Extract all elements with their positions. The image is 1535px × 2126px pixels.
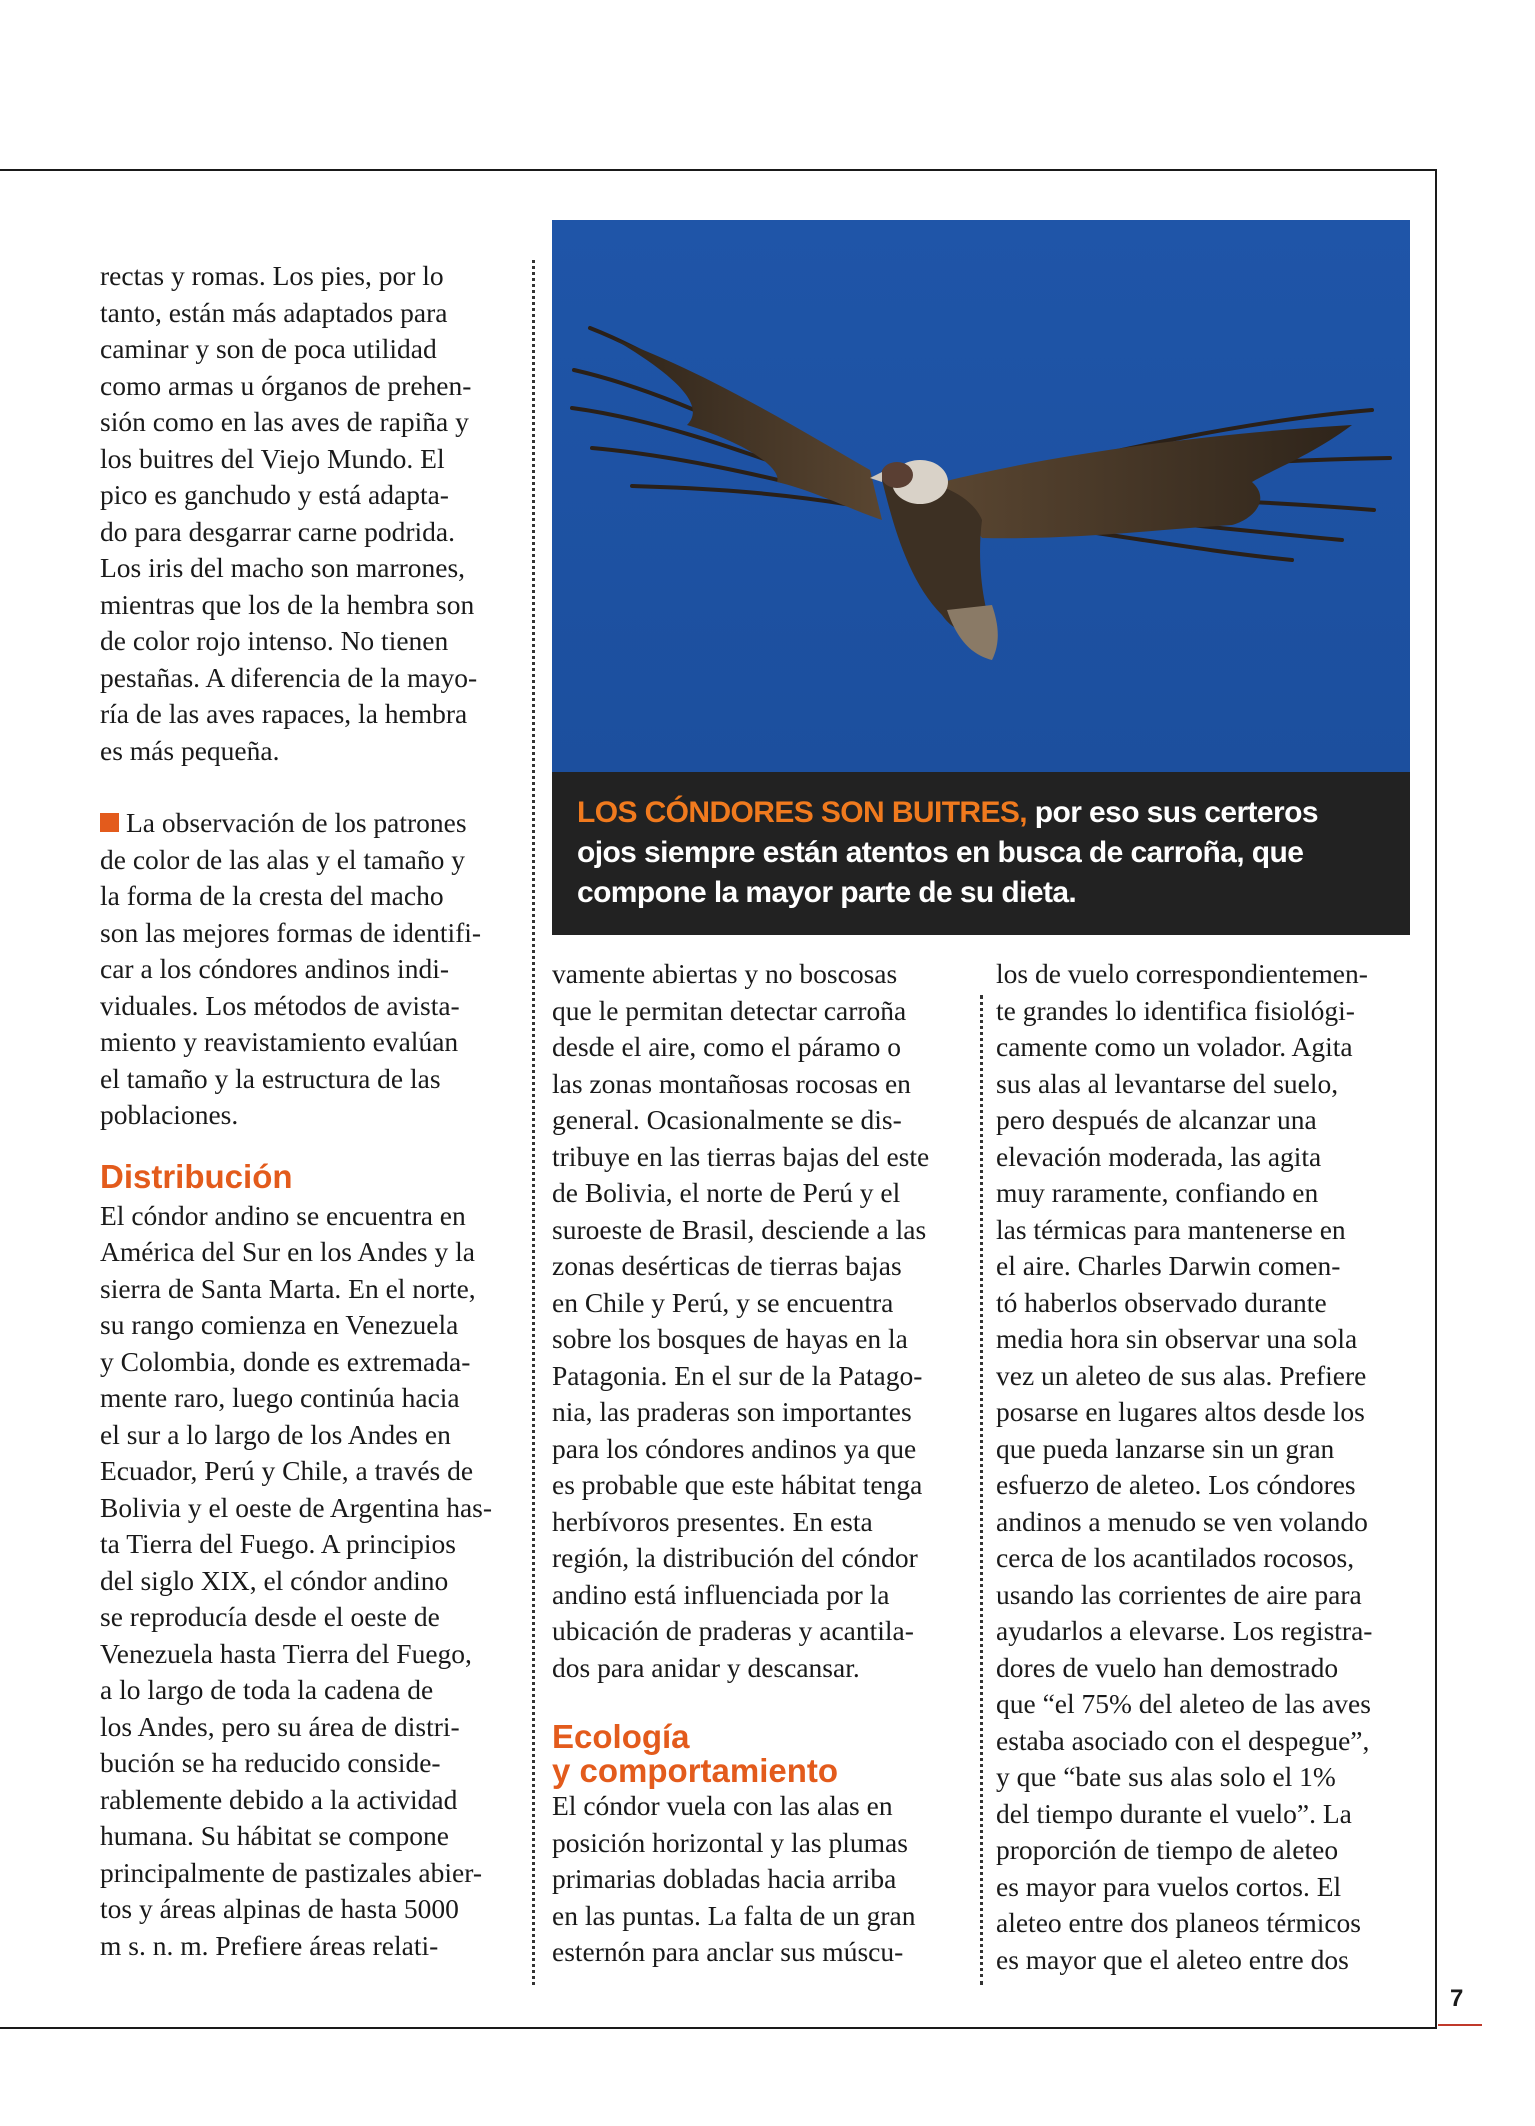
text-line: El cóndor andino se encuentra en bbox=[100, 1199, 466, 1231]
text-line: posarse en lugares altos desde los bbox=[996, 1396, 1365, 1427]
paragraph-lines bbox=[100, 842, 520, 1134]
text-line: de Bolivia, el norte de Perú y el bbox=[552, 1177, 901, 1208]
text-line: El cóndor vuela con las alas en bbox=[552, 1790, 893, 1821]
text-line: Patagonia. En el sur de la Patago- bbox=[552, 1359, 923, 1391]
text-line: media hora sin observar una sola bbox=[996, 1323, 1358, 1354]
page-frame-top bbox=[0, 169, 1437, 171]
section-bullet-icon bbox=[100, 813, 119, 832]
text-line: en las puntas. La falta de un gran bbox=[552, 1899, 916, 1931]
text-line: suroeste de Brasil, desciende a las bbox=[552, 1213, 927, 1245]
text-line: esternón para anclar sus múscu- bbox=[552, 1936, 904, 1967]
text-line: proporción de tiempo de aleteo bbox=[996, 1834, 1339, 1865]
text-line: humana. Su hábitat se compone bbox=[100, 1820, 450, 1851]
text-line: andino está influenciada por la bbox=[552, 1578, 890, 1610]
text-line: sus alas al levantarse del suelo, bbox=[996, 1067, 1339, 1099]
text-line: principalmente de pastizales abier- bbox=[100, 1856, 482, 1888]
caption-line: LOS CÓNDORES SON BUITRES, por eso sus certeros bbox=[577, 796, 1318, 829]
column-2 bbox=[552, 956, 967, 1971]
text-line: de color de las alas y el tamaño y bbox=[100, 843, 466, 875]
text-line: Ecuador, Perú y Chile, a través de bbox=[100, 1455, 474, 1486]
page-frame-bottom bbox=[0, 2027, 1437, 2029]
condor-photo bbox=[552, 220, 1410, 772]
text-line: América del Sur en los Andes y la bbox=[100, 1236, 475, 1267]
text-line: que “el 75% del aleteo de las aves bbox=[996, 1688, 1371, 1719]
paragraph-gap bbox=[100, 1134, 520, 1160]
text-line: nia, las praderas son importantes bbox=[552, 1396, 912, 1427]
text-line: vamente abiertas y no boscosas bbox=[552, 958, 898, 989]
text-line: del siglo XIX, el cóndor andino bbox=[100, 1564, 449, 1596]
text-line: los Andes, pero su área de distri- bbox=[100, 1710, 460, 1742]
text-line: son las mejores formas de identifi- bbox=[100, 916, 482, 948]
text-line: caminar y son de poca utilidad bbox=[100, 333, 437, 364]
column-1 bbox=[100, 258, 520, 1964]
text-line: viduales. Los métodos de avista- bbox=[100, 989, 460, 1021]
text-line: como armas u órganos de prehen- bbox=[100, 369, 472, 401]
text-line: primarias dobladas hacia arriba bbox=[552, 1863, 897, 1894]
text-line: sobre los bosques de hayas en la bbox=[552, 1323, 908, 1354]
text-line: a lo largo de toda la cadena de bbox=[100, 1674, 434, 1705]
text-line: aleteo entre dos planeos térmicos bbox=[996, 1907, 1362, 1938]
heading-line: y comportamiento bbox=[552, 1752, 839, 1789]
text-line: La observación de los patrones bbox=[100, 805, 520, 842]
caption-lead: LOS CÓNDORES SON BUITRES, bbox=[577, 796, 1028, 829]
text-line: rablemente debido a la actividad bbox=[100, 1783, 458, 1815]
text-line: tó haberlos observado durante bbox=[996, 1286, 1327, 1318]
text-line: es más pequeña. bbox=[100, 734, 280, 766]
text-line: es probable que este hábitat tenga bbox=[552, 1469, 923, 1500]
text-line: las térmicas para mantenerse en bbox=[996, 1213, 1346, 1245]
paragraph bbox=[996, 956, 1416, 1978]
text-line: muy raramente, confiando en bbox=[996, 1177, 1319, 1208]
condor-illustration bbox=[552, 220, 1410, 772]
text-line: bución se ha reducido conside- bbox=[100, 1747, 441, 1778]
heading-line: Ecología bbox=[552, 1718, 690, 1755]
text-line: elevación moderada, las agita bbox=[996, 1140, 1322, 1172]
text-line: ubicación de praderas y acantila- bbox=[552, 1615, 914, 1646]
text-line: Los iris del macho son marrones, bbox=[100, 552, 466, 583]
paragraph-bulleted bbox=[100, 805, 520, 1134]
text-line: ayudarlos a elevarse. Los registra- bbox=[996, 1615, 1373, 1646]
text-line: posición horizontal y las plumas bbox=[552, 1826, 908, 1858]
text-line: poblaciones. bbox=[100, 1099, 239, 1130]
column-divider bbox=[532, 260, 535, 1985]
page-frame-right bbox=[1435, 169, 1437, 2029]
text-line: mientras que los de la hembra son bbox=[100, 588, 475, 620]
paragraph bbox=[100, 1198, 520, 1965]
text-line: dos para anidar y descansar. bbox=[552, 1651, 860, 1683]
text-line: camente como un volador. Agita bbox=[996, 1031, 1353, 1062]
text-line: y Colombia, donde es extremada- bbox=[100, 1345, 471, 1377]
paragraph-gap bbox=[552, 1686, 967, 1720]
text-line: región, la distribución del cóndor bbox=[552, 1542, 918, 1573]
text-line: rectas y romas. Los pies, por lo bbox=[100, 260, 444, 291]
text-line: usando las corrientes de aire para bbox=[996, 1578, 1362, 1610]
paragraph bbox=[552, 1788, 967, 1971]
text-line: los de vuelo correspondientemen- bbox=[996, 958, 1368, 989]
text-line: pero después de alcanzar una bbox=[996, 1104, 1317, 1135]
text-line: el sur a lo largo de los Andes en bbox=[100, 1418, 451, 1450]
text-line: te grandes lo identifica fisiológi- bbox=[996, 994, 1355, 1026]
text-line: el tamaño y la estructura de las bbox=[100, 1062, 441, 1094]
text-line: que pueda lanzarse sin un gran bbox=[996, 1432, 1335, 1464]
text-line: andinos a menudo se ven volando bbox=[996, 1505, 1368, 1537]
text-line: vez un aleteo de sus alas. Prefiere bbox=[996, 1359, 1367, 1391]
text-line: Bolivia y el oeste de Argentina has- bbox=[100, 1491, 493, 1523]
text-line: desde el aire, como el páramo o bbox=[552, 1031, 901, 1062]
text-line: la forma de la cresta del macho bbox=[100, 880, 444, 911]
photo-caption bbox=[552, 772, 1410, 935]
text-line: se reproducía desde el oeste de bbox=[100, 1601, 440, 1632]
text-line: tribuye en las tierras bajas del este bbox=[552, 1140, 930, 1172]
text-line: es mayor que el aleteo entre dos bbox=[996, 1943, 1349, 1975]
text-line: do para desgarrar carne podrida. bbox=[100, 515, 456, 547]
text-line: los buitres del Viejo Mundo. El bbox=[100, 442, 445, 474]
page-number: 7 bbox=[1450, 1985, 1464, 2012]
text-line: pestañas. A diferencia de la mayo- bbox=[100, 661, 478, 693]
text-line: las zonas montañosas rocosas en bbox=[552, 1067, 911, 1099]
text-line: sión como en las aves de rapiña y bbox=[100, 406, 469, 437]
text-line: ría de las aves rapaces, la hembra bbox=[100, 698, 468, 729]
text-line: y que “bate sus alas solo el 1% bbox=[996, 1761, 1336, 1792]
text-line: Venezuela hasta Tierra del Fuego, bbox=[100, 1637, 472, 1669]
paragraph-gap bbox=[100, 769, 520, 805]
text-line: m s. n. m. Prefiere áreas relati- bbox=[100, 1929, 439, 1961]
text-line: estaba asociado con el despegue”, bbox=[996, 1724, 1370, 1756]
text-line: es mayor para vuelos cortos. El bbox=[996, 1870, 1342, 1902]
caption-line: compone la mayor parte de su dieta. bbox=[577, 876, 1077, 909]
text-line: zonas desérticas de tierras bajas bbox=[552, 1250, 902, 1281]
section-heading-distribucion: Distribución bbox=[100, 1157, 293, 1195]
text-line: general. Ocasionalmente se dis- bbox=[552, 1104, 902, 1135]
text-line: su rango comienza en Venezuela bbox=[100, 1309, 459, 1340]
paragraph bbox=[100, 258, 520, 769]
text-line: ta Tierra del Fuego. A principios bbox=[100, 1528, 456, 1559]
text-line: que le permitan detectar carroña bbox=[552, 994, 907, 1026]
text-line: dores de vuelo han demostrado bbox=[996, 1651, 1339, 1683]
text-line: sierra de Santa Marta. En el norte, bbox=[100, 1272, 476, 1304]
column-3 bbox=[996, 956, 1416, 1978]
text-line: en Chile y Perú, y se encuentra bbox=[552, 1286, 894, 1318]
text-line: cerca de los acantilados rocosos, bbox=[996, 1542, 1355, 1573]
text-line: esfuerzo de aleteo. Los cóndores bbox=[996, 1469, 1356, 1500]
text-line: car a los cóndores andinos indi- bbox=[100, 953, 450, 984]
text-line: pico es ganchudo y está adapta- bbox=[100, 479, 449, 510]
caption-line: ojos siempre están atentos en busca de carroña, que bbox=[577, 836, 1304, 869]
text-line: el aire. Charles Darwin comen- bbox=[996, 1250, 1341, 1281]
text-line: del tiempo durante el vuelo”. La bbox=[996, 1797, 1352, 1829]
text-line: para los cóndores andinos ya que bbox=[552, 1432, 917, 1464]
text-line: de color rojo intenso. No tienen bbox=[100, 625, 449, 656]
text-line: tos y áreas alpinas de hasta 5000 bbox=[100, 1893, 459, 1924]
text-line: herbívoros presentes. En esta bbox=[552, 1505, 873, 1537]
text-line: tanto, están más adaptados para bbox=[100, 296, 448, 328]
section-heading-ecologia bbox=[552, 1720, 967, 1788]
paragraph bbox=[552, 956, 967, 1686]
page-number-rule bbox=[1438, 2024, 1482, 2026]
column-divider bbox=[980, 995, 983, 1985]
text-line: mente raro, luego continúa hacia bbox=[100, 1382, 460, 1413]
text-line: miento y reavistamiento evalúan bbox=[100, 1026, 459, 1057]
